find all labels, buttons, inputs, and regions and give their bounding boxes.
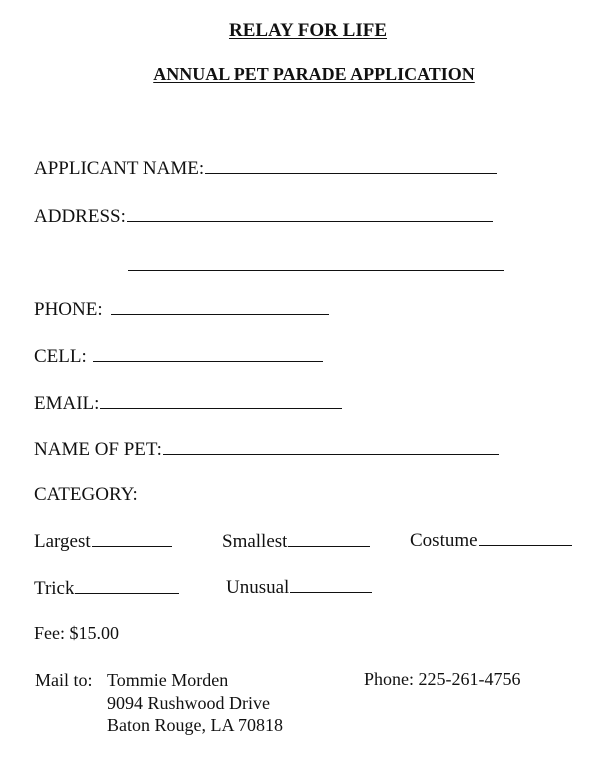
category-largest-label: Largest	[34, 531, 91, 552]
category-trick-label: Trick	[34, 578, 75, 599]
category-smallest-label: Smallest	[222, 531, 288, 552]
pet-name-label: NAME OF PET:	[34, 439, 162, 460]
mail-to-label: Mail to:	[35, 670, 93, 690]
category-unusual	[226, 576, 372, 599]
category-unusual-field[interactable]	[290, 576, 372, 593]
category-largest-field[interactable]	[92, 530, 172, 547]
address-row	[34, 205, 493, 228]
mail-recipient-name: Tommie Morden	[107, 670, 229, 690]
form-title: RELAY FOR LIFE	[228, 20, 387, 41]
phone-field[interactable]	[111, 298, 329, 315]
address-label: ADDRESS:	[34, 206, 126, 227]
category-costume	[410, 529, 572, 552]
category-trick	[34, 577, 179, 600]
email-label: EMAIL:	[34, 393, 100, 414]
applicant-name-field[interactable]	[205, 157, 497, 174]
applicant-name-row	[34, 157, 497, 180]
category-smallest-field[interactable]	[288, 530, 370, 547]
mail-city: Baton Rouge, LA 70818	[107, 715, 283, 735]
category-label: CATEGORY:	[34, 484, 138, 505]
phone-row	[34, 298, 329, 321]
category-costume-label: Costume	[410, 530, 478, 551]
address-field-line-1[interactable]	[127, 205, 493, 222]
category-unusual-label: Unusual	[226, 577, 290, 598]
category-trick-field[interactable]	[75, 577, 179, 594]
mail-address	[107, 669, 283, 737]
fee-text: Fee: $15.00	[34, 623, 119, 643]
mail-street: 9094 Rushwood Drive	[107, 692, 270, 713]
phone-label: PHONE:	[34, 299, 103, 320]
category-smallest	[222, 530, 370, 553]
form-subtitle: ANNUAL PET PARADE APPLICATION	[153, 64, 475, 84]
category-costume-field[interactable]	[479, 529, 572, 546]
contact-phone: Phone: 225-261-4756	[364, 669, 521, 689]
email-field[interactable]	[100, 392, 342, 409]
email-row	[34, 392, 342, 415]
applicant-name-label: APPLICANT NAME:	[34, 158, 205, 179]
pet-name-row	[34, 438, 499, 461]
cell-row	[34, 345, 323, 368]
cell-field[interactable]	[93, 345, 323, 362]
category-largest	[34, 530, 172, 553]
pet-name-field[interactable]	[163, 438, 499, 455]
category-row	[34, 484, 138, 506]
address-field-line-2[interactable]	[128, 270, 504, 271]
cell-label: CELL:	[34, 346, 87, 367]
